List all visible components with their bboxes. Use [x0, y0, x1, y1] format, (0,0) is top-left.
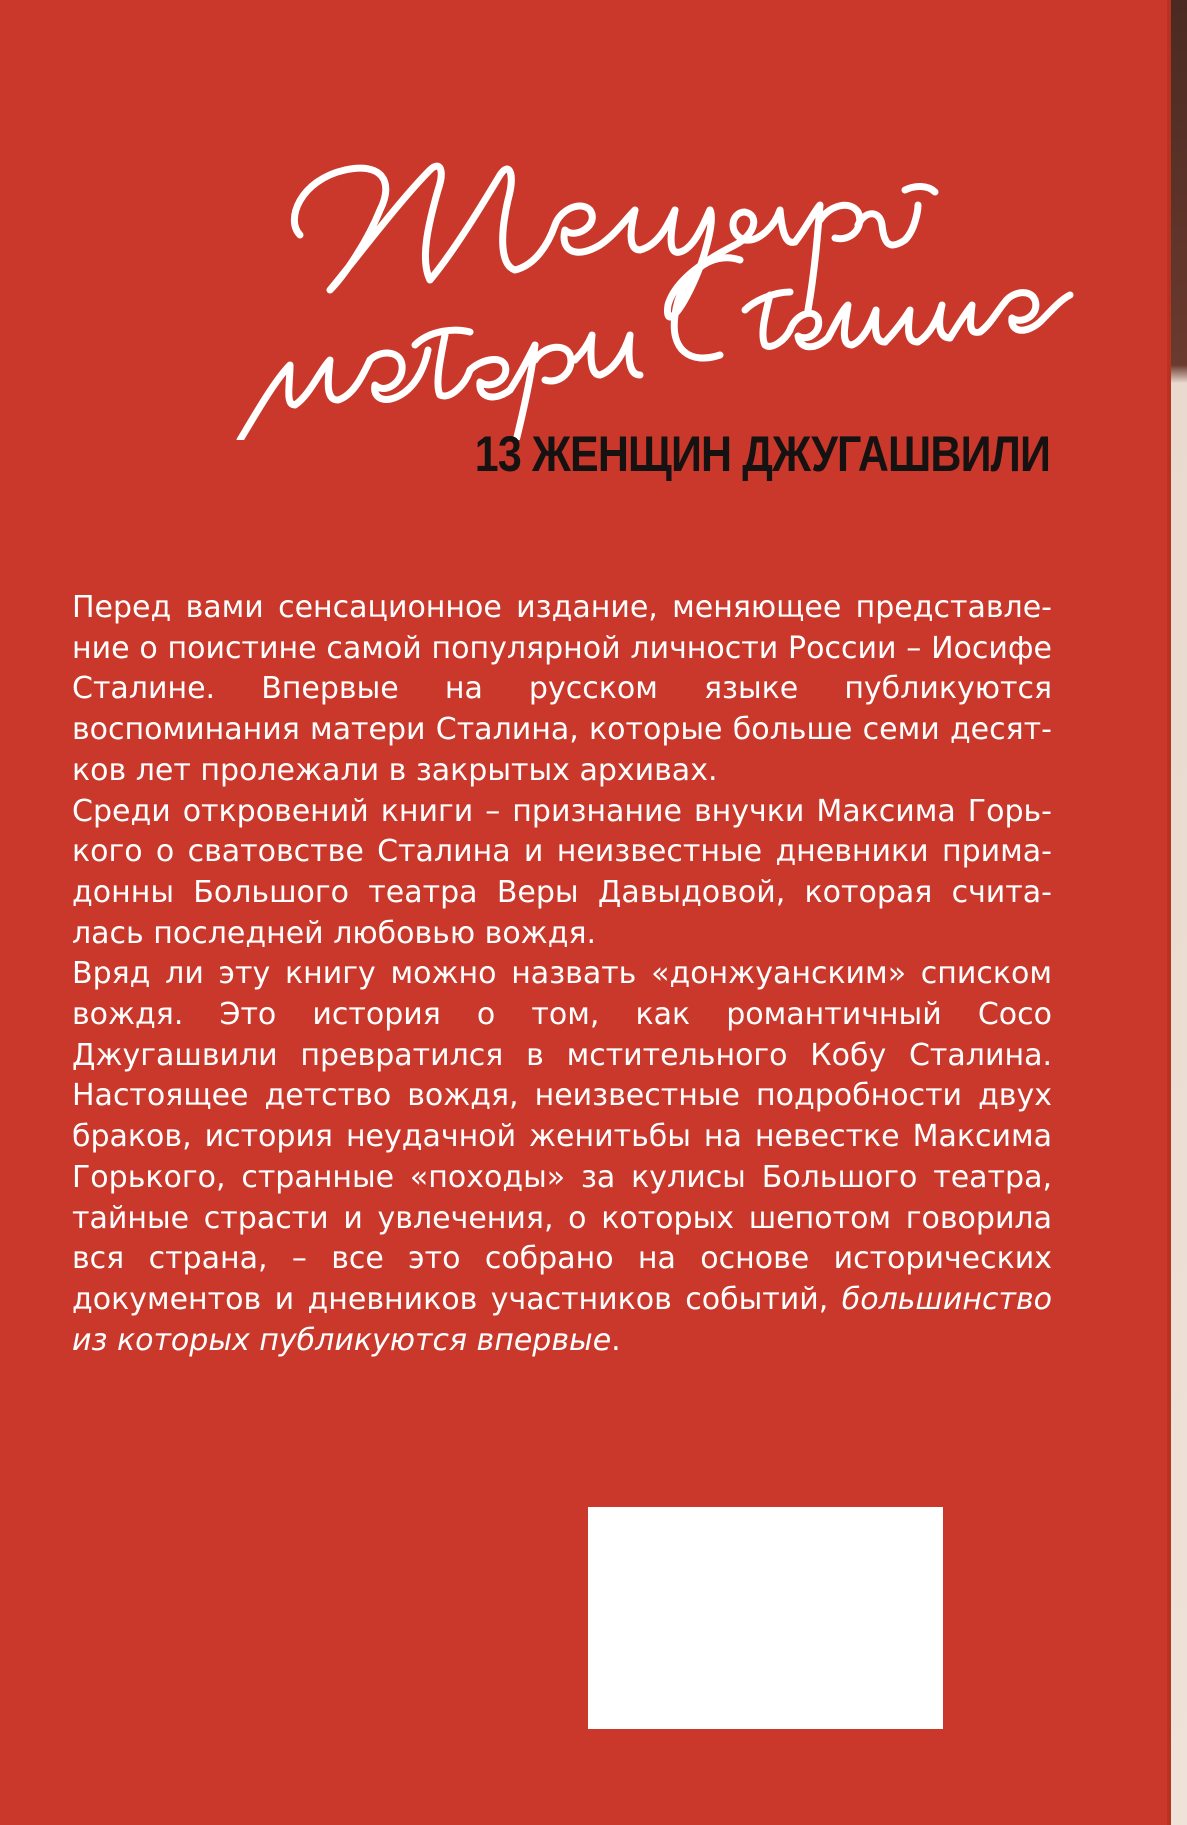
book-subtitle: 13 ЖЕНЩИН ДЖУГАШВИЛИ — [474, 426, 1050, 482]
annotation-paragraph-3-italic: большинство из которых публикуются впервые — [72, 1281, 1052, 1358]
annotation-paragraph-3 — [72, 954, 1052, 1361]
annotation-paragraph-2: Среди откровений книги – признание внучки Максима Горького о сватовстве Сталина и неизвестные дневники примадонны Большого театра Веры Давыдовой, которая считалась последней любовью вождя. — [72, 793, 1052, 951]
annotation-paragraph-3-end: . — [611, 1322, 621, 1358]
handwritten-title-drawing — [0, 60, 1187, 440]
annotation-text — [72, 588, 1052, 1361]
barcode-placeholder — [588, 1507, 943, 1729]
annotation-paragraph-1: Перед вами сенсационное издание, меняющее представление о поистине самой популярной личности России – Иосифе Сталине. Впервые на русском языке публикуются воспоминания матери Сталина, которые больше семи десятков лет пролежали в закрытых архивах. — [72, 590, 1052, 788]
annotation-paragraph-3-regular: Вряд ли эту книгу можно назвать «донжуанским» списком вождя. Это история о том, как романтичный Сосо Джугашвили превратился в мстительного Кобу Сталина. Настоящее детство вождя, неизвестные подробности двух браков, история неудачной женитьбы на невестке Максима Горького, странные «походы» за кулисы Большого театра, тайные страсти и увлечения, о которых шепотом говорила вся страна, – все это собрано на основе исторических документов и дневников участников событий, — [72, 956, 1052, 1317]
handwritten-title-logo — [0, 60, 1187, 440]
